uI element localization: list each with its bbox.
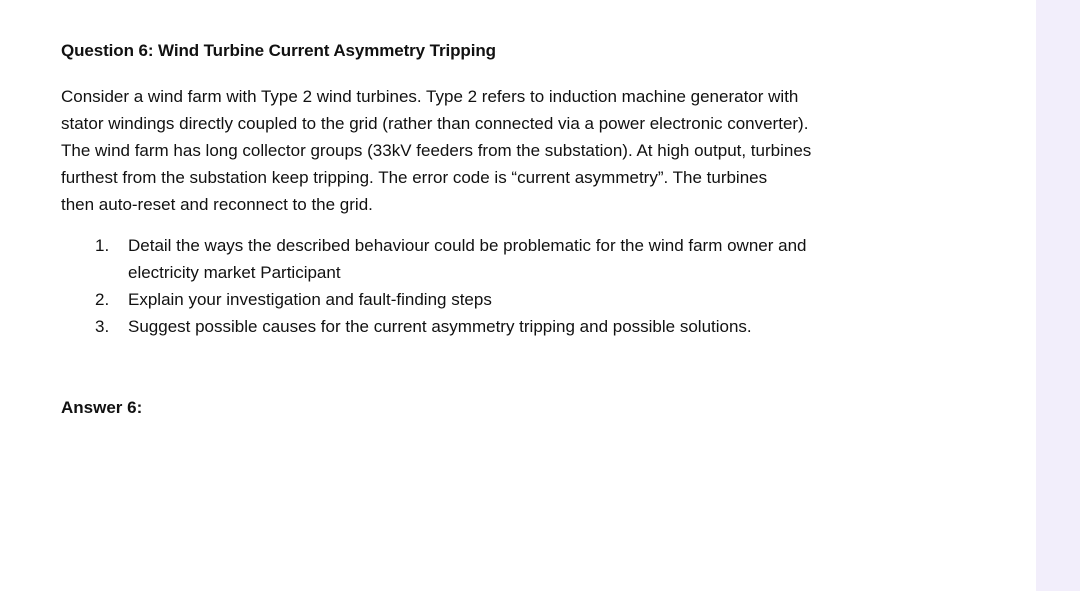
list-item-number: 2. (95, 290, 110, 309)
list-item-text: electricity market Participant (128, 263, 341, 282)
question-title: Question 6: Wind Turbine Current Asymmetry Tripping (61, 41, 496, 60)
task-list (61, 232, 961, 340)
list-item-text: Explain your investigation and fault-finding steps (128, 290, 492, 309)
paragraph-line: stator windings directly coupled to the grid (rather than connected via a power electronic converter). (61, 114, 809, 133)
list-item (61, 286, 961, 313)
list-item-number: 3. (95, 317, 110, 336)
answer-label: Answer 6: (61, 398, 143, 417)
question-paragraph (61, 83, 921, 218)
side-panel (1036, 0, 1080, 591)
paragraph-line: The wind farm has long collector groups (33kV feeders from the substation). At high output, turbines (61, 141, 812, 160)
list-item-number: 1. (95, 236, 110, 255)
list-item-text: Suggest possible causes for the current asymmetry tripping and possible solutions. (128, 317, 752, 336)
paragraph-line: Consider a wind farm with Type 2 wind turbines. Type 2 refers to induction machine generator with (61, 87, 799, 106)
paragraph-line: then auto-reset and reconnect to the grid. (61, 195, 373, 214)
list-item (61, 232, 961, 286)
list-item (61, 313, 961, 340)
paragraph-line: furthest from the substation keep tripping. The error code is “current asymmetry”. The turbines (61, 168, 768, 187)
list-item-text: Detail the ways the described behaviour could be problematic for the wind farm owner and (128, 236, 807, 255)
